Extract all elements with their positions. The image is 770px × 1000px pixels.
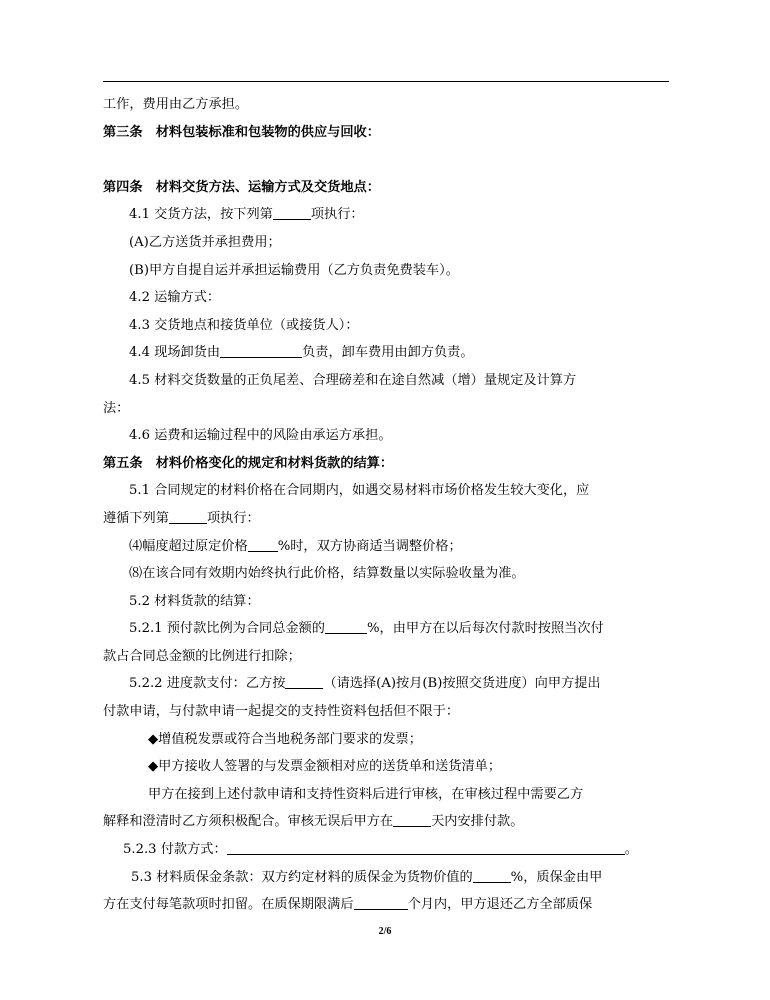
clause-4-6: 4.6 运费和运输过程中的风险由承运方承担。 [129,428,392,444]
article-4-heading: 第四条 材料交货方法、运输方式及交货地点： [103,179,380,195]
clause-text: %，质保金由甲 [510,869,603,885]
option-b: ⑻在该合同有效期内始终执行此价格，结算数量以实际验收量为准。 [129,566,525,582]
clause-5-1: 5.1 合同规定的材料价格在合同期内，如遇交易材料市场价格发生较大变化，应 [129,483,590,499]
clause-4-1 [103,201,669,229]
clause-4-2: 4.2 运输方式： [129,290,221,306]
clause-text: ⑷幅度超过原定价格 [129,538,248,554]
clause-5-2-2 [103,670,669,698]
clause-4-3: 4.3 交货地点和接货单位（或接货人）： [129,317,359,333]
review-paragraph: 甲方在接到上述付款申请和支持性资料后进行审核，在审核过程中需要乙方 [148,786,584,802]
article-5-heading: 第五条 材料价格变化的规定和材料货款的结算： [103,455,394,471]
fill-blank [393,812,431,827]
fill-blank [227,840,625,855]
clause-4-5: 4.5 材料交货数量的正负尾差、合理磅差和在途自然减（增）量规定及计算方 [129,372,577,388]
header-rule [103,81,669,82]
clause-5-2-1-cont: 款占合同总金额的比例进行扣除； [103,648,301,664]
clause-text: 天内安排付款。 [431,814,524,830]
option-a: (A)乙方送货并承担费用； [129,234,281,250]
text-line: 工作，费用由乙方承担。 [103,97,249,112]
clause-text: 5.2.2 进度款支付：乙方按 [129,676,286,692]
clause-text: 。 [624,842,638,858]
fill-blank [354,895,408,910]
clause-5-3 [103,864,669,892]
bullet-item: ◆增值税发票或符合当地税务部门要求的发票； [148,731,422,747]
clause-5-2-3 [103,836,669,864]
bullet-item: ◆甲方接收人签署的与发票金额相对应的送货单和送货清单； [148,759,502,775]
clause-text: （请选择(A)按月(B)按照交货进度）向甲方提出 [323,676,601,692]
fill-blank [325,619,367,634]
clause-4-4 [103,339,669,367]
fill-blank [473,868,511,883]
fill-blank [248,537,278,552]
fill-blank [169,509,207,524]
clause-5-2-2-cont: 付款申请，与付款申请一起提交的支持性资料包括但不限于： [103,704,460,720]
clause-text: 5.2.1 预付款比例为合同总金额的 [129,621,325,637]
fill-blank [285,674,323,689]
fill-blank [220,343,302,358]
clause-text: 4.1 交货方法，按下列第 [129,207,273,223]
clause-text: %时，双方协商适当调整价格； [277,538,462,554]
clause-text: 5.3 材料质保金条款：双方约定材料的质保金为货物价值的 [131,869,473,885]
blank-line [103,146,669,174]
clause-text: 项执行： [206,510,260,526]
clause-text: 4.4 现场卸货由 [129,345,221,361]
clause-text: 个月内，甲方退还乙方全部质保 [407,897,593,913]
review-paragraph-cont [103,808,669,836]
page-number: 2/6 [378,926,392,937]
clause-text: 遵循下列第 [103,510,169,526]
fill-blank [273,205,311,220]
clause-text: 解释和澄清时乙方须积极配合。审核无误后甲方在 [103,814,394,830]
document-body [103,91,669,919]
clause-text: 项执行： [310,207,364,223]
option-b: (B)甲方自提自运并承担运输费用（乙方负责免费装车）。 [129,262,459,278]
clause-5-2: 5.2 材料货款的结算： [129,593,260,609]
clause-5-3-cont [103,891,669,919]
option-a [103,533,669,561]
clause-text: 方在支付每笔款项时扣留。在质保期限满后 [103,897,354,913]
article-3-heading: 第三条 材料包装标准和包装物的供应与回收： [103,124,380,140]
clause-text: 负责，卸车费用由卸方负责。 [302,345,474,361]
clause-text: 5.2.3 付款方式： [123,842,227,858]
clause-4-5-cont: 法： [103,400,130,416]
clause-5-2-1 [103,615,669,643]
clause-5-1-cont [103,505,669,533]
clause-text: %，由甲方在以后每次付款时按照当次付 [367,621,604,637]
